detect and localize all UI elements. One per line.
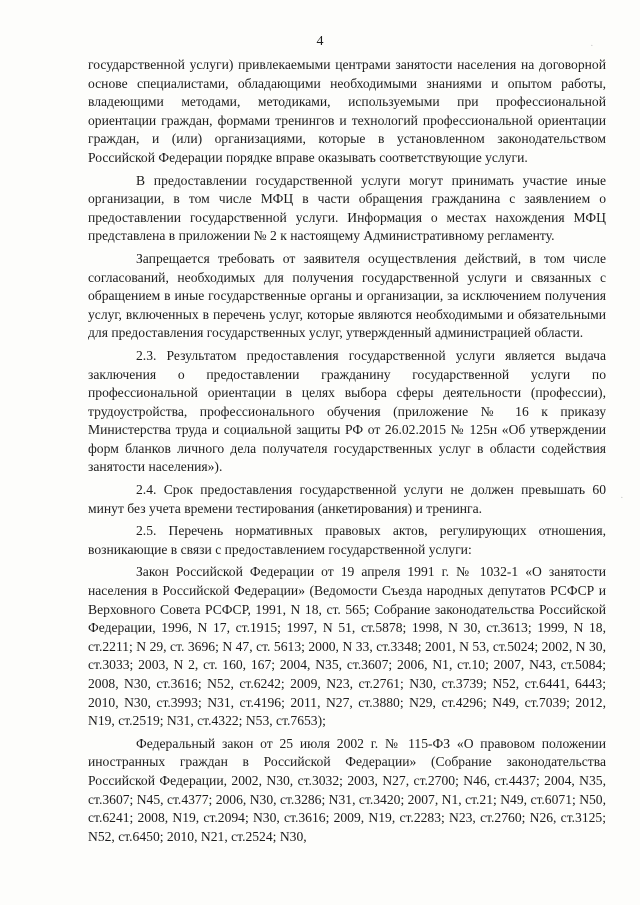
paragraph: 2.5. Перечень нормативных правовых актов, регулирующих отношения, возникающие в связи с предоставлением государственной услуги: (88, 523, 606, 557)
paragraph: 2.3. Результатом предоставления государственной услуги является выдача заключения о предоставлении гражданину государственной услуги по профессиональной ориентации в целях выбора сферы деятельности (профессии), трудоустройства, профессионального обучения (приложение № 16 к приказу Министерства труда и социальной защиты РФ от 26.02.2015 № 125н «Об утверждении форм бланков личного дела получателя государственных услуг в области содействия занятости населения»). (88, 347, 606, 475)
document-body (88, 56, 606, 850)
paragraph: В предоставлении государственной услуги могут принимать участие иные организации, в том числе МФЦ в части обращения гражданина с заявлением о предоставлении государственной услуги. Информация о местах нахождения МФЦ представлена в приложении № 2 к настоящему Административному регламенту. (88, 172, 606, 244)
paragraph: Закон Российской Федерации от 19 апреля 1991 г. № 1032-1 «О занятости населения в Российской Федерации» (Ведомости Съезда народных депутатов РСФСР и Верховного Совета РСФСР, 1991, N 18, ст. 565; Собрание законодательства Российской Федерации, 1996, N 17, ст.1915; 1997, N 51, ст.5878; 1998, N 30, ст.3613; 1999, N 18, ст.2211; N 29, ст. 3696; N 47, ст. 5613; 2000, N 33, ст.3348; 2001, N 53, ст.5024; 2002, N 30, ст.3033; 2003, N 2, ст. 160, 167; 2004, N35, ст.3607; 2006, N1, ст.10; 2007, N43, ст.5084; 2008, N30, ст.3616; N52, ст.6242; 2009, N23, ст.2761; N30, ст.3739; N52, ст.6441, 6443; 2010, N30, ст.3993; N31, ст.4196; 2011, N27, ст.3880; N29, ст.4296; N49, ст.7039; 2012, N19, ст.2519; N31, ст.4322; N53, ст.7653); (88, 564, 606, 729)
scan-speck: · (590, 40, 594, 52)
paragraph: Федеральный закон от 25 июля 2002 г. № 115-ФЗ «О правовом положении иностранных граждан в Российской Федерации» (Собрание законодательства Российской Федерации, 2002, N30, ст.3032; 2003, N27, ст.2700; N46, ст.4437; 2004, N35, ст.3607; N45, ст.4377; 2006, N30, ст.3286; N31, ст.3420; 2007, N1, ст.21; N49, ст.6071; N50, ст.6241; 2008, N19, ст.2094; N30, ст.3616; 2009, N19, ст.2283; N23, ст.2760; N26, ст.3125; N52, ст.6450; 2010, N21, ст.2524; N30, (88, 735, 606, 844)
paragraph: государственной услуги) привлекаемыми центрами занятости населения на договорной основе специалистами, обладающими необходимыми знаниями и опытом работы, владеющими методами, методиками, используемыми при профессиональной ориентации граждан, формами тренингов и технологий профессиональной ориентации граждан, и (или) организациями, которые в установленном законодательством Российской Федерации порядке вправе оказывать соответствующие услуги. (88, 57, 606, 165)
page-number: 4 (316, 34, 324, 49)
paragraph: Запрещается требовать от заявителя осуществления действий, в том числе согласований, необходимых для получения государственной услуги и связанных с обращением в иные государственные органы и организации, за исключением получения услуг, включенных в перечень услуг, которые являются необходимыми и обязательными для предоставления государственных услуг, утвержденный администрацией области. (88, 250, 606, 341)
scan-speck: · (620, 492, 624, 504)
paragraph: 2.4. Срок предоставления государственной услуги не должен превышать 60 минут без учета времени тестирования (анкетирования) и тренинга. (88, 482, 606, 516)
